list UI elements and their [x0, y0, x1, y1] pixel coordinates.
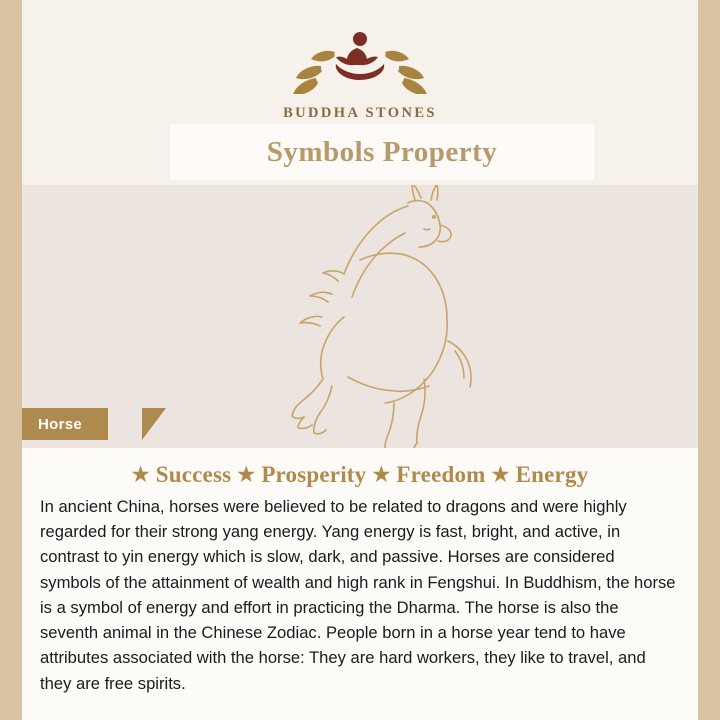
star-icon: ★	[491, 464, 510, 486]
keyword-prosperity: Prosperity	[261, 462, 367, 487]
header	[22, 0, 698, 185]
star-icon: ★	[237, 464, 256, 486]
keyword-success: Success	[155, 462, 232, 487]
brand-block	[22, 22, 698, 122]
content-panel	[22, 448, 698, 720]
frame-left-bar	[0, 0, 22, 720]
category-tag-label: Horse	[38, 415, 83, 433]
star-icon: ★	[131, 464, 150, 486]
star-icon: ★	[372, 464, 391, 486]
page-title: Symbols Property	[266, 135, 498, 168]
category-tag-arrow	[142, 408, 166, 440]
keyword-freedom: Freedom	[396, 462, 486, 487]
title-banner	[170, 124, 594, 180]
category-tag	[22, 408, 108, 440]
lotus-meditation-icon	[286, 22, 434, 99]
description-paragraph: In ancient China, horses were believed to be related to dragons and were highly regarded for their strong yang energy. Yang energy is fast, bright, and active, in contrast to yin energy which is slow, dark, and passive. Horses are considered symbols of the attainment of wealth and high rank in Fengshui. In Buddhism, the horse is a symbol of energy and effort in practicing the Dharma. The horse is also the seventh animal in the Chinese Zodiac. People born in a horse year tend to have attributes associated with the horse: They are hard workers, they like to travel, and they are free spirits.	[40, 497, 676, 693]
brand-name: BUDDHA STONES	[283, 105, 437, 121]
illustration-panel	[22, 185, 698, 448]
keyword-energy: Energy	[515, 462, 589, 487]
frame-right-bar	[698, 0, 720, 720]
keywords-row	[22, 462, 698, 488]
